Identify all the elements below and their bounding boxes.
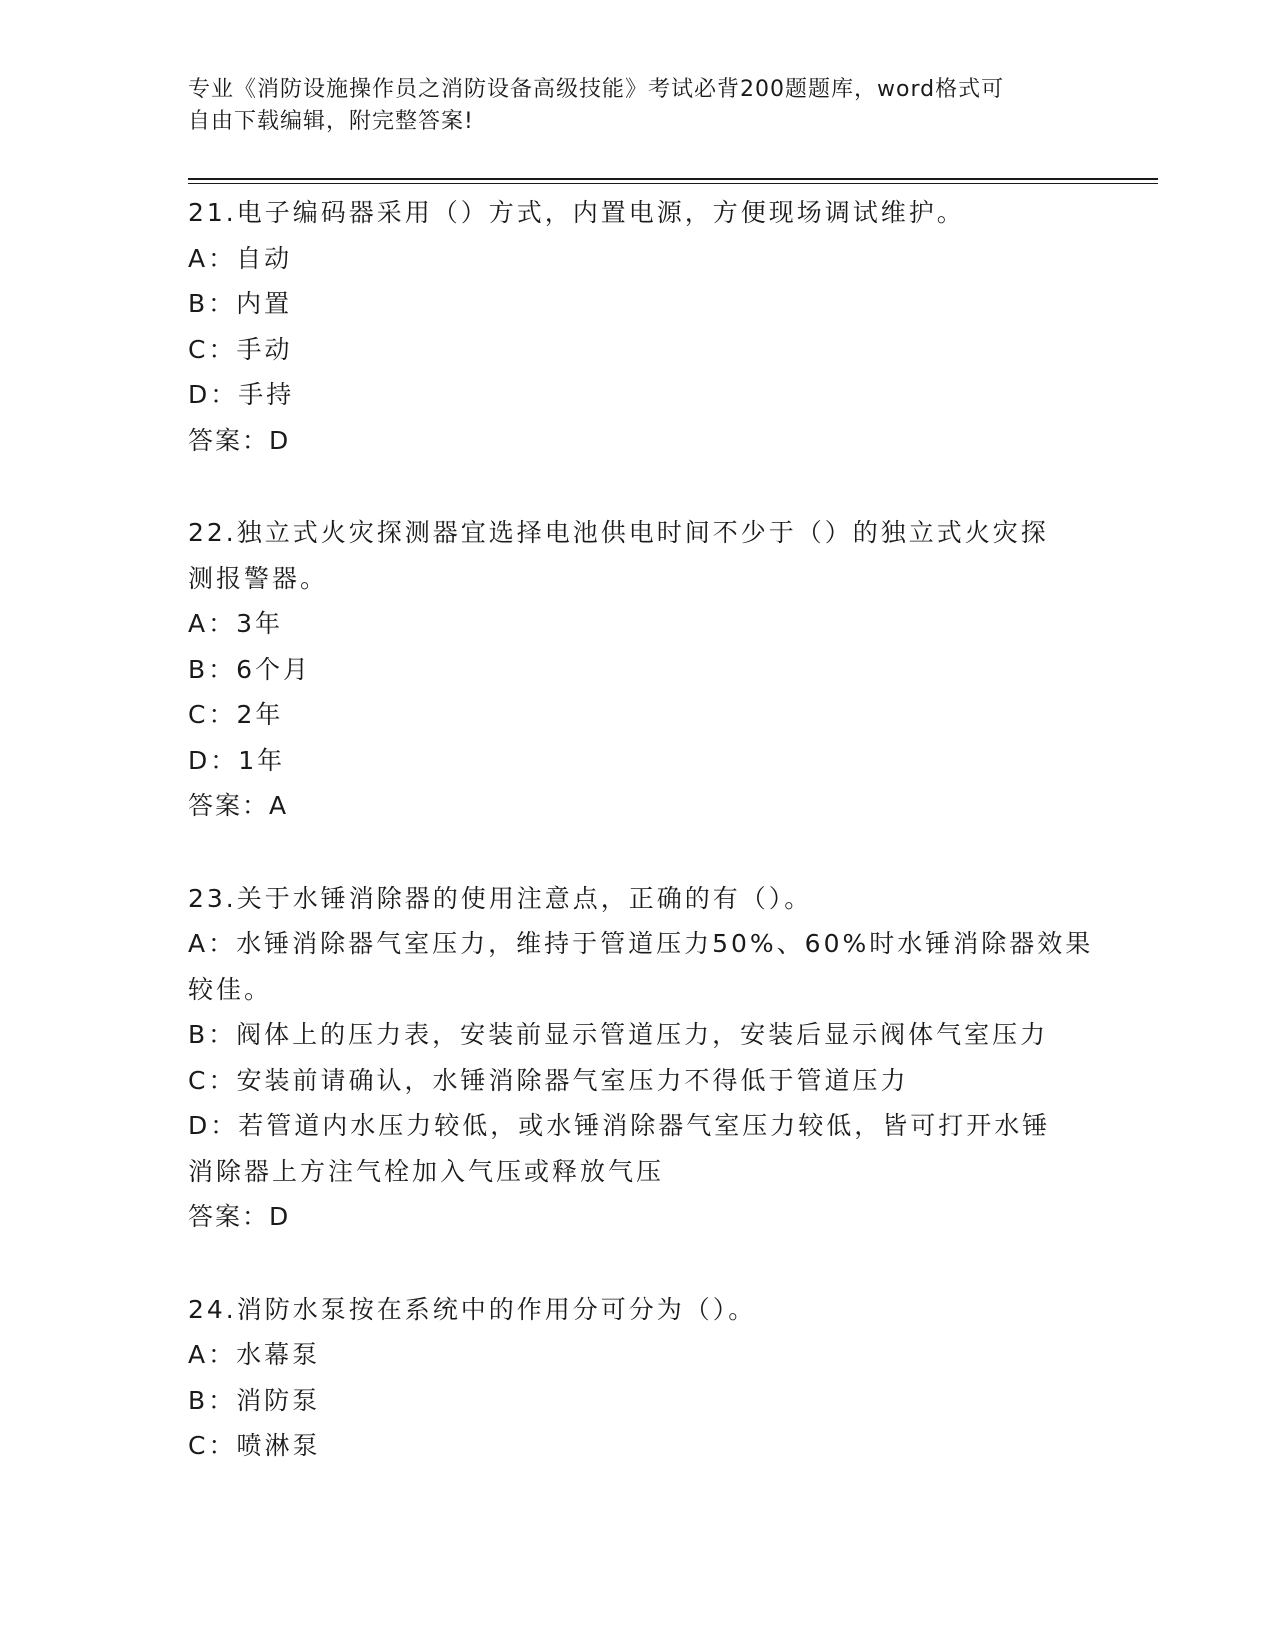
header-line-1: 专业《消防设施操作员之消防设备高级技能》考试必背200题题库，word格式可 [188, 77, 1005, 102]
option-d: D：若管道内水压力较低，或水锤消除器气室压力较低，皆可打开水锤 [188, 1111, 1051, 1140]
question-stem: 22.独立式火灾探测器宜选择电池供电时间不少于（）的独立式火灾探 [188, 518, 1049, 547]
option-a: A：水锤消除器气室压力，维持于管道压力50%、60%时水锤消除器效果 [188, 929, 1094, 958]
option-d: D：1年 [188, 745, 286, 775]
question-21 [188, 190, 1088, 463]
option-a: A：水幕泵 [188, 1340, 321, 1369]
question-gap [188, 463, 1088, 510]
question-stem-continued: 测报警器。 [188, 563, 329, 593]
answer-line: 答案：D [188, 1202, 291, 1231]
option-a: A：3年 [188, 609, 284, 638]
answer-line: 答案：A [188, 791, 289, 820]
option-b: B：消防泵 [188, 1385, 321, 1415]
question-list [188, 190, 1094, 1469]
document-header [188, 74, 1078, 138]
question-stem: 21.电子编码器采用（）方式，内置电源，方便现场调试维护。 [188, 198, 965, 227]
option-d: D：手持 [188, 380, 295, 409]
question-gap [188, 1240, 1088, 1287]
question-24 [188, 1287, 1088, 1469]
question-gap [188, 829, 1088, 876]
option-b: B：内置 [188, 289, 293, 318]
question-23 [188, 876, 1094, 1240]
question-stem: 23.关于水锤消除器的使用注意点，正确的有（）。 [188, 883, 813, 913]
option-c: C：喷淋泵 [188, 1431, 321, 1460]
header-line-2: 自由下载编辑，附完整答案! [188, 109, 474, 134]
option-c: C：安装前请确认，水锤消除器气室压力不得低于管道压力 [188, 1065, 909, 1095]
option-d-continued: 消除器上方注气栓加入气压或释放气压 [188, 1156, 665, 1186]
option-a: A：自动 [188, 243, 293, 273]
question-22 [188, 510, 1088, 829]
option-c: C：2年 [188, 700, 284, 729]
answer-line: 答案：D [188, 425, 291, 455]
option-c: C：手动 [188, 334, 293, 364]
header-rule-thin [188, 183, 1158, 184]
option-a-continued: 较佳。 [188, 974, 273, 1004]
option-b: B：阀体上的压力表，安装前显示管道压力，安装后显示阀体气室压力 [188, 1020, 1049, 1049]
question-stem: 24.消防水泵按在系统中的作用分可分为（）。 [188, 1294, 757, 1324]
option-b: B：6个月 [188, 654, 312, 684]
header-rule-thick [188, 178, 1158, 180]
